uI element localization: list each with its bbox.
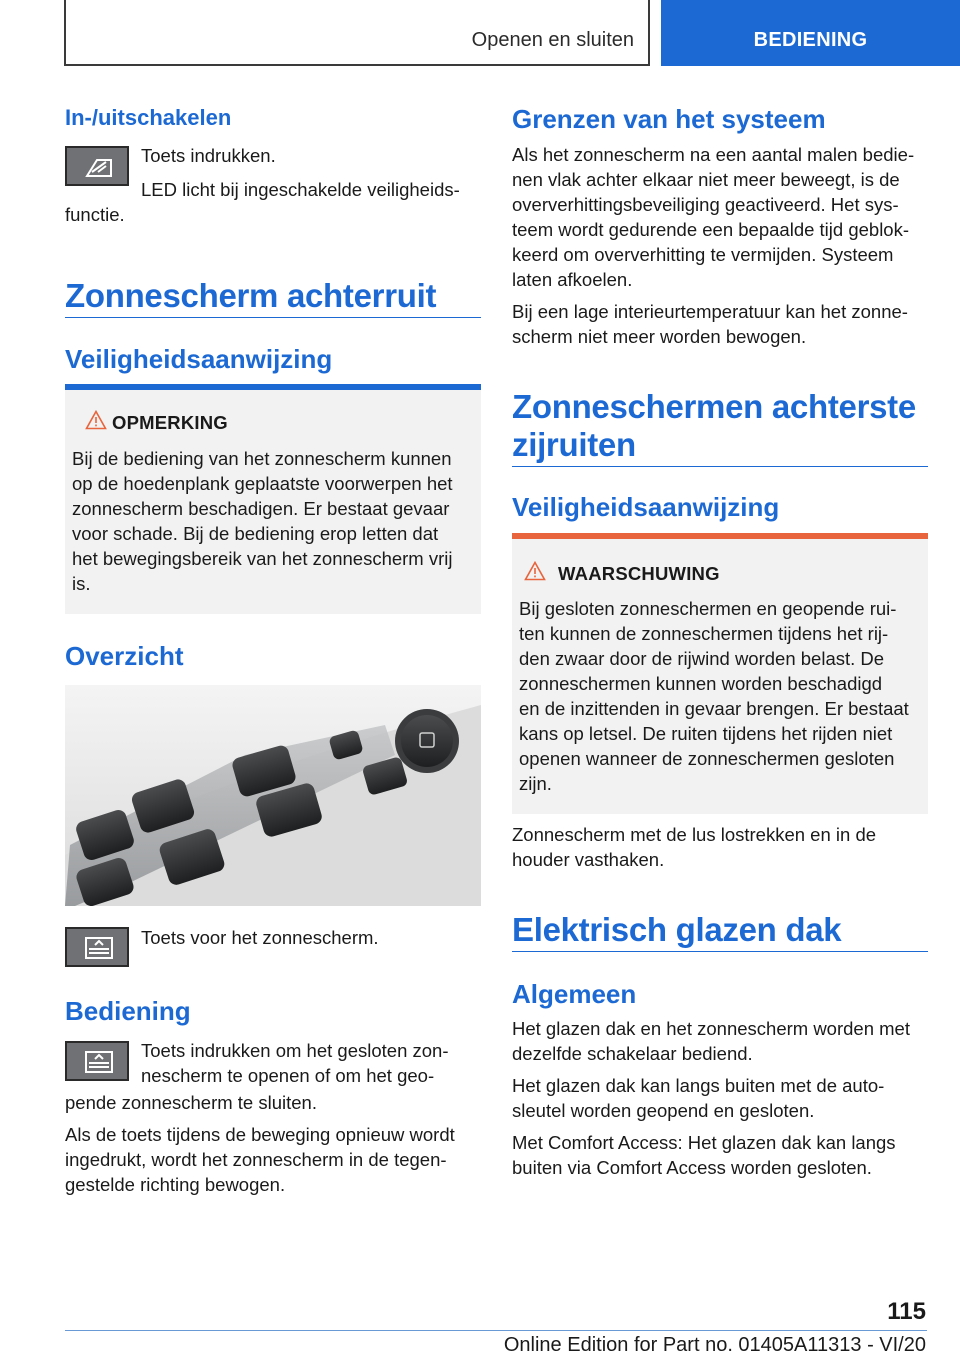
roof-heading-rule <box>512 951 928 952</box>
limits-para2: Bij een lage interieurtemperatuur kan het zonne- scherm niet meer worden bewogen. <box>512 301 908 347</box>
roof-para2: Het glazen dak kan langs buiten met de auto- sleutel worden geopend en gesloten. <box>512 1075 885 1121</box>
warning-box <box>512 539 928 814</box>
note-box <box>65 390 481 614</box>
warning-triangle-icon <box>524 561 546 581</box>
operation-line2: nescherm te openen of om het geo- <box>141 1065 435 1086</box>
overview-caption: Toets voor het zonnescherm. <box>141 927 379 948</box>
rear-heading-rule <box>65 317 481 318</box>
operation-line3: pende zonnescherm te sluiten. <box>65 1092 317 1113</box>
limits-para1: Als het zonnescherm na een aantal malen bedie- nen vlak achter elkaar niet meer beweegt, is de oververhittingsbeveiliging geactiveerd. Het sys- teem wordt gedurende een bepaalde tijd geblok- keerd om oververhitting te vermijden. Systeem laten afkoelen. <box>512 144 915 290</box>
sunblind-button-icon <box>65 1041 129 1081</box>
warning-text: Bij gesloten zonneschermen en geopende rui- ten kunnen de zonneschermen tijdens het rij- den zwaar door de rijwind worden belast. De zonneschermen kunnen worden beschadigd en de inzittenden in gevaar brengen. Er bestaat kans op letsel. De ruiten tijdens het rijden niet openen wanneer de zonneschermen gesloten zijn. <box>519 598 909 794</box>
switch-panel-photo <box>65 685 481 906</box>
page-number: 115 <box>887 1298 926 1325</box>
header-chapter-label: BEDIENING <box>753 29 868 51</box>
rear-heading: Zonnescherm achterruit <box>65 277 437 314</box>
roof-para3: Met Comfort Access: Het glazen dak kan langs buiten via Comfort Access worden gesloten. <box>512 1132 896 1178</box>
operation-para2: Als de toets tijdens de beweging opnieuw wordt ingedrukt, wordt het zonnescherm in de tegen- gestelde richting bewogen. <box>65 1124 455 1195</box>
header-chapter-tab <box>661 0 960 66</box>
roof-para1: Het glazen dak en het zonnescherm worden met dezelfde schakelaar bediend. <box>512 1018 910 1064</box>
footer-rule <box>65 1330 927 1331</box>
rear-safety-heading: Veiligheidsaanwijzing <box>65 344 333 374</box>
side-heading: Zonneschermen achterste zijruiten <box>512 388 916 463</box>
operation-line1: Toets indrukken om het gesloten zon- <box>141 1040 449 1061</box>
window-lock-icon <box>65 146 129 186</box>
warning-triangle-icon <box>85 410 107 430</box>
inuit-line2b: functie. <box>65 204 125 225</box>
side-safety-heading: Veiligheidsaanwijzing <box>512 492 780 522</box>
header-section-box <box>64 0 650 66</box>
inuit-line1: Toets indrukken. <box>141 145 276 166</box>
side-heading-rule <box>512 466 928 467</box>
inuit-line2a: LED licht bij ingeschakelde veiligheids- <box>141 179 460 200</box>
inuit-heading: In-/uitschakelen <box>65 105 232 130</box>
note-text: Bij de bediening van het zonnescherm kunnen op de hoedenplank geplaatste voorwerpen het zonnescherm beschadigen. Er bestaat gevaar voor schade. Bij de bediening erop letten dat het bewegingsbereik van het zonnescherm vrij is. <box>72 448 453 594</box>
sunblind-button-icon <box>65 927 129 967</box>
roof-heading: Elektrisch glazen dak <box>512 911 842 948</box>
operation-heading: Bediening <box>65 996 191 1026</box>
limits-heading: Grenzen van het systeem <box>512 104 826 134</box>
header-section-title: Openen en sluiten <box>471 29 634 51</box>
warning-title: WAARSCHUWING <box>558 563 720 584</box>
side-after-text: Zonnescherm met de lus lostrekken en in de houder vasthaken. <box>512 824 877 870</box>
general-heading: Algemeen <box>512 979 637 1009</box>
note-title: OPMERKING <box>112 412 228 433</box>
overview-heading: Overzicht <box>65 641 184 671</box>
edition-text: Online Edition for Part no. 01405A11313 - VI/20 <box>503 1334 926 1356</box>
